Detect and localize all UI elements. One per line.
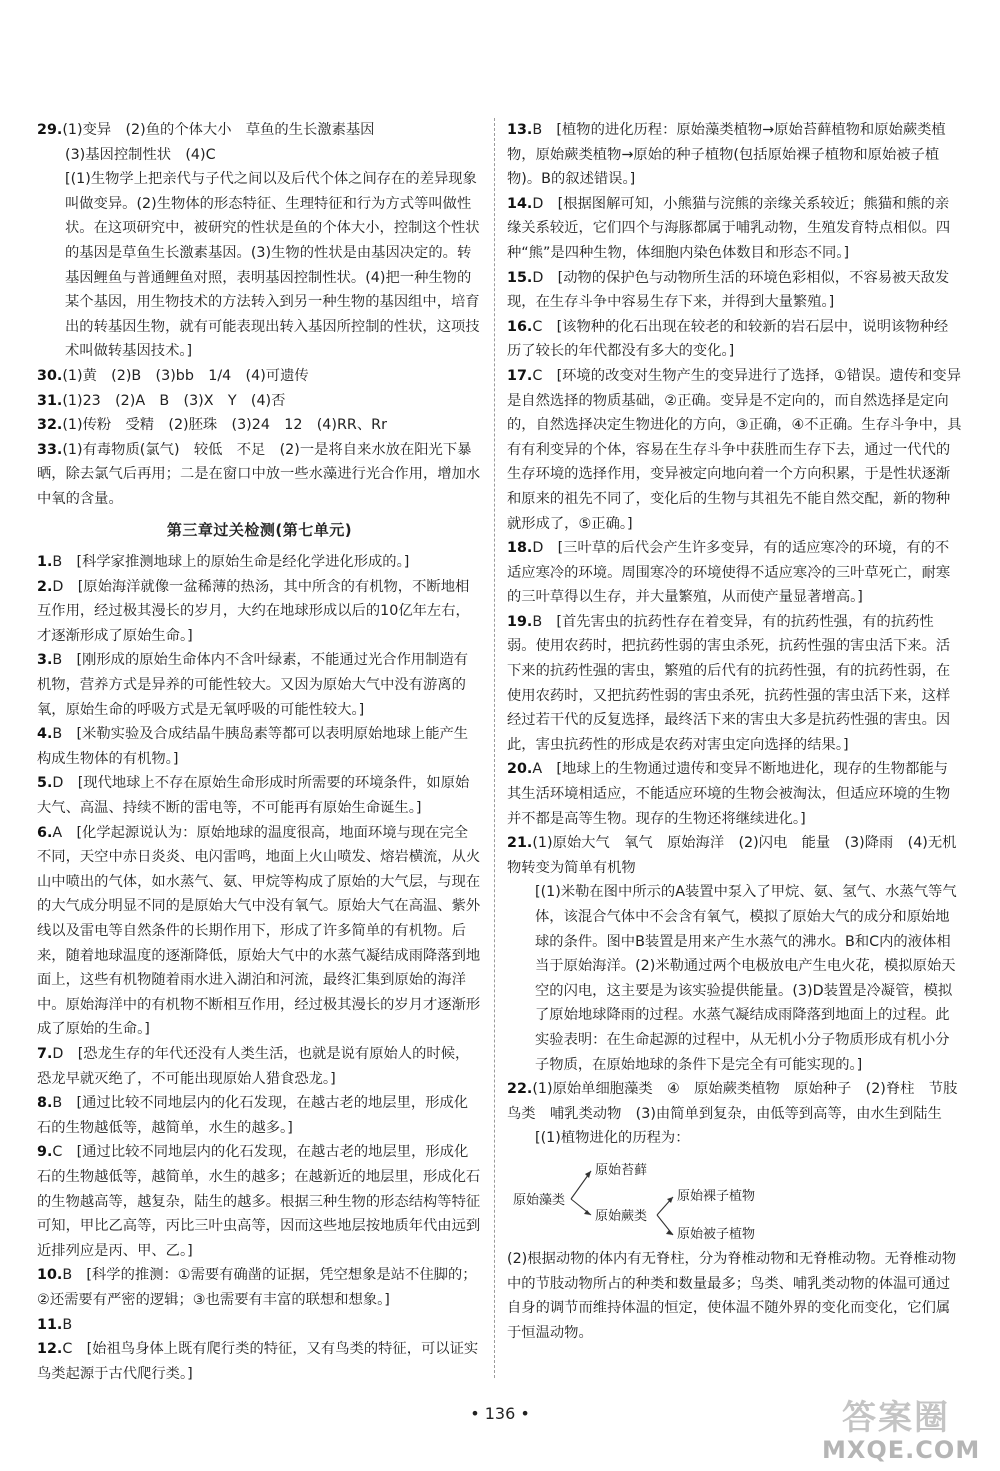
question-number: 8. bbox=[37, 1095, 53, 1112]
diagram-node-a: 原始苔藓 bbox=[595, 1162, 648, 1178]
question-30 bbox=[37, 364, 482, 389]
question-number: 21. bbox=[507, 835, 533, 852]
explanation-intro: [(1)植物进化的历程为： bbox=[535, 1130, 690, 1147]
answer-item bbox=[37, 575, 482, 649]
answer-line: (1)原始单细胞藻类 ④ 原始蕨类植物 原始种子 (2)脊柱 节肢 鸟类 哺乳类动物 (3)由简单到复杂，由低等到高等，由水生到陆生 bbox=[507, 1081, 972, 1122]
question-21 bbox=[507, 831, 962, 1077]
answer-item bbox=[507, 118, 962, 192]
answer-line: (3)基因控制性状 (4)C bbox=[65, 146, 216, 163]
question-number: 3. bbox=[37, 652, 53, 669]
question-number: 6. bbox=[37, 824, 53, 841]
section-title: 第三章过关检测(第七单元) bbox=[166, 520, 353, 539]
question-number: 10. bbox=[37, 1267, 63, 1284]
question-number: 9. bbox=[37, 1144, 53, 1161]
answer-item bbox=[507, 266, 962, 315]
question-number: 22. bbox=[507, 1081, 533, 1098]
answer-text: D [现代地球上不存在原始生命形成时所需要的环境条件，如原始大气、高温、持续不断的雷电等，不可能再有原始生命诞生。] bbox=[37, 775, 470, 817]
answer-item bbox=[37, 648, 482, 722]
answer-text: A [化学起源说认为：原始地球的温度很高，地面环境与现在完全不同，天空中赤日炎炎、电闪雷鸣，地面上火山喷发、熔岩横流，从火山中喷出的气体，如水蒸气、氨、甲烷等构成了原始的大气层，与现在的大气成分明显不同的是原始大气中没有氧气。原始大气在高温、紫外线以及雷电等自然条件的长期作用下，形成了许多简单的有机物。后来，随着地球温度的逐渐降低，原始大气中的水蒸气凝结成雨降落到地面上，这些有机物随着雨水进入湖泊和河流，最终汇集到原始的海洋中。原始海洋中的有机物不断相互作用，经过极其漫长的岁月才逐渐形成了原始的生命。] bbox=[37, 824, 481, 1038]
diagram-node-d: 原始被子植物 bbox=[677, 1226, 756, 1242]
answer-text: B bbox=[62, 1316, 73, 1333]
left-answer-list bbox=[37, 550, 482, 1386]
question-number: 2. bbox=[37, 578, 53, 595]
answer-item bbox=[507, 757, 962, 831]
answer-text: (1)黄 (2)B (3)bb 1/4 (4)可遗传 bbox=[62, 367, 309, 384]
answer-text: B [米勒实验及合成结晶牛胰岛素等都可以表明原始地球上能产生构成生物体的有机物。] bbox=[37, 726, 469, 767]
answer-text: D [动物的保护色与动物所生活的环境色彩相似，不容易被天敌发现，在生存斗争中容易生存下来，并得到大量繁殖。] bbox=[507, 269, 950, 311]
question-number: 29. bbox=[37, 122, 63, 138]
column-divider bbox=[494, 118, 495, 1378]
right-column bbox=[507, 118, 972, 1345]
answer-item bbox=[37, 1313, 482, 1338]
question-number: 4. bbox=[37, 726, 53, 743]
answer-text: B [科学的推测：①需要有确凿的证据，凭空想象是站不住脚的；②还需要有严密的逻辑；③也需要有丰富的联想和想象。] bbox=[37, 1267, 477, 1308]
question-number: 17. bbox=[507, 367, 533, 384]
answer-line: (1)原始大气 氧气 原始海洋 (2)闪电 能量 (3)降雨 (4)无机物转变为简单有机物 bbox=[507, 835, 957, 876]
question-number: 32. bbox=[37, 417, 63, 434]
answer-item bbox=[37, 550, 482, 575]
answer-item bbox=[37, 722, 482, 771]
question-number: 5. bbox=[37, 775, 53, 792]
plant-evolution-diagram bbox=[507, 1155, 962, 1243]
question-number: 31. bbox=[37, 392, 63, 409]
answer-text: B [植物的进化历程：原始藻类植物→原始苔藓植物和原始蕨类植物，原始蕨类植物→原始的种子植物(包括原始裸子植物和原始被子植物)。B的叙述错误。] bbox=[507, 122, 946, 188]
answer-item bbox=[507, 364, 962, 536]
answer-item bbox=[37, 1140, 482, 1263]
answer-text: (1)有毒物质(氯气) 较低 不足 (2)一是将自来水放在阳光下暴晒，除去氯气后再用；二是在窗口中放一些水藻进行光合作用，增加水中氧的含量。 bbox=[37, 441, 481, 507]
answer-item bbox=[507, 536, 962, 610]
question-number: 15. bbox=[507, 269, 533, 286]
explanation: (2)根据动物的体内有无脊柱，分为脊椎动物和无脊椎动物。无脊椎动物中的节肢动物所占的种类和数量最多；鸟类、哺乳类动物的体温可通过自身的调节而维持体温的恒定，使体温不随外界的变化而变化，它们属于恒温动物。 bbox=[507, 1250, 957, 1341]
answer-text: C [通过比较不同地层内的化石发现，在越古老的地层里，形成化石的生物越低等，越简单，水生的越多；在越新近的地层里，形成化石的生物越高等，越复杂，陆生的越多。根据三种生物的形态结构等特征可知，甲比乙高等，丙比三叶虫高等，因而这些地层按地质年代由远到近排列应是丙、甲、乙。] bbox=[37, 1144, 481, 1259]
answer-text: D [三叶草的后代会产生许多变异，有的适应寒冷的环境，有的不适应寒冷的环境。周围寒冷的环境使得不适应寒冷的三叶草死亡，耐寒的三叶草得以生存，并大量繁殖，从而使产量显著增高。] bbox=[507, 540, 951, 606]
question-number: 14. bbox=[507, 195, 533, 212]
answer-text: D [根据图解可知，小熊猫与浣熊的亲缘关系较近；熊猫和熊的亲缘关系较近，它们四个与海豚都属于哺乳动物，生殖发育特点相似。四种“熊”是四种生物，体细胞内染色体数目和形态不同。] bbox=[507, 195, 951, 261]
answer-item bbox=[37, 1042, 482, 1091]
question-number: 30. bbox=[37, 367, 63, 384]
question-32 bbox=[37, 413, 482, 438]
answer-item bbox=[37, 821, 482, 1042]
question-number: 12. bbox=[37, 1341, 63, 1358]
answer-item bbox=[37, 1337, 482, 1386]
answer-text: C [该物种的化石出现在较老的和较新的岩石层中，说明该物种经历了较长的年代都没有多大的变化。] bbox=[507, 318, 949, 360]
answer-line: (1)变异 (2)鱼的个体大小 草鱼的生长激素基因 bbox=[62, 122, 375, 138]
answer-text: C [始祖鸟身体上既有爬行类的特征，又有鸟类的特征，可以证实鸟类起源于古代爬行类。] bbox=[37, 1341, 479, 1382]
question-number: 11. bbox=[37, 1316, 63, 1333]
question-number: 7. bbox=[37, 1045, 53, 1062]
answer-text: (1)传粉 受精 (2)胚珠 (3)24 12 (4)RR、Rr bbox=[62, 417, 387, 434]
answer-item bbox=[507, 610, 962, 758]
question-number: 20. bbox=[507, 761, 533, 778]
answer-text: (1)23 (2)A B (3)X Y (4)否 bbox=[62, 392, 286, 409]
explanation: [(1)生物学上把亲代与子代之间以及后代个体之间存在的差异现象叫做变异。(2)生物体的形态特征、生理特征和行为方式等叫做性状。在这项研究中，被研究的性状是鱼的个体大小，控制这个性状的基因是草鱼生长激素基因。(3)生物的性状是由基因决定的。转基因鲤鱼与普通鲤鱼对照，表明基因控制性状。(4)把一种生物的某个基因，用生物技术的方法转入到另一种生物的基因组中，培育出的转基因生物，就有可能表现出转入基因所控制的性状，这项技术叫做转基因技术。] bbox=[65, 171, 480, 360]
question-number: 16. bbox=[507, 318, 533, 335]
diagram-node-c: 原始裸子植物 bbox=[677, 1188, 756, 1204]
question-number: 33. bbox=[37, 441, 63, 458]
question-31 bbox=[37, 389, 482, 414]
question-29 bbox=[37, 118, 482, 364]
answer-item bbox=[507, 192, 962, 266]
answer-item bbox=[37, 1091, 482, 1140]
answer-text: B [首先害虫的抗药性存在着变异，有的抗药性强，有的抗药性弱。使用农药时，把抗药性弱的害虫杀死，抗药性强的害虫活下来。活下来的抗药性强的害虫，繁殖的后代有的抗药性强，有的抗药性弱，在使用农药时，又把抗药性弱的害虫杀死，抗药性强的害虫活下来，这样经过若干代的反复选择，最终活下来的害虫大多是抗药性强的害虫。因此，害虫抗药性的形成是农药对害虫定向选择的结果。] bbox=[507, 613, 951, 753]
right-answer-list bbox=[507, 118, 962, 831]
question-22 bbox=[507, 1077, 972, 1345]
answer-item bbox=[37, 771, 482, 820]
answer-item bbox=[507, 315, 962, 364]
answer-item bbox=[37, 1263, 482, 1312]
diagram-node-b: 原始蕨类 bbox=[595, 1208, 648, 1224]
answer-text: D [恐龙生存的年代还没有人类生活，也就是说有原始人的时候，恐龙早就灭绝了，不可能出现原始人猎食恐龙。] bbox=[37, 1045, 470, 1087]
question-number: 13. bbox=[507, 122, 533, 138]
answer-text: B [刚形成的原始生命体内不含叶绿素，不能通过光合作用制造有机物，营养方式是异养的可能性较大。又因为原始大气中没有游离的氧，原始生命的呼吸方式是无氧呼吸的可能性较大。] bbox=[37, 652, 469, 718]
left-column bbox=[37, 118, 482, 1386]
answer-text: B [科学家推测地球上的原始生命是经化学进化形成的。] bbox=[52, 554, 410, 571]
answer-text: C [环境的改变对生物产生的变异进行了选择，①错误。遗传和变异是自然选择的物质基础，②正确。变异是不定向的，而自然选择是定向的，自然选择决定生物进化的方向，③正确，④不正确。生存斗争中，具有有利变异的个体，容易在生存斗争中获胜而生存下去，通过一代代的生存环境的选择作用，变异被定向地向着一个方向积累，于是性状逐渐和原来的祖先不同了，变化后的生物与其祖先不能自然交配，新的物种就形成了，⑤正确。] bbox=[507, 367, 962, 532]
question-number: 1. bbox=[37, 554, 53, 571]
explanation: [(1)米勒在图中所示的A装置中泵入了甲烷、氨、氢气、水蒸气等气体，该混合气体中不会含有氧气，模拟了原始大气的成分和原始地球的条件。图中B装置是用来产生水蒸气的沸水。B和C内的液体相当于原始海洋。(2)米勒通过两个电极放电产生电火花，模拟原始天空的闪电，这主要是为该实验提供能量。(3)D装置是冷凝管，模拟了原始地球降雨的过程。水蒸气凝结成雨降落到地面上的过程。此实验表明：在生命起源的过程中，从无机小分子物质形成有机小分子物质，在原始地球的条件下是完全有可能实现的。] bbox=[535, 884, 957, 1073]
answer-text: B [通过比较不同地层内的化石发现，在越古老的地层里，形成化石的生物越低等，越简单，水生的越多。] bbox=[37, 1095, 469, 1136]
answer-text: A [地球上的生物通过遗传和变异不断地进化，现存的生物都能与其生活环境相适应，不能适应环境的生物会被淘汰，但适应环境的生物并不都是高等生物。现存的生物还将继续进化。] bbox=[507, 761, 951, 827]
question-33 bbox=[37, 438, 482, 512]
question-number: 18. bbox=[507, 540, 533, 557]
watermark-logo: 答案圈 bbox=[842, 1398, 950, 1438]
page-number: • 136 • bbox=[470, 1404, 530, 1423]
question-number: 19. bbox=[507, 613, 533, 630]
diagram-node-root: 原始藻类 bbox=[513, 1192, 566, 1208]
watermark-url: MXQE.COM bbox=[822, 1436, 981, 1464]
answer-text: D [原始海洋就像一盆稀薄的热汤，其中所含的有机物，不断地相互作用，经过极其漫长的岁月，大约在地球形成以后的10亿年左右，才逐渐形成了原始生命。] bbox=[37, 578, 470, 644]
